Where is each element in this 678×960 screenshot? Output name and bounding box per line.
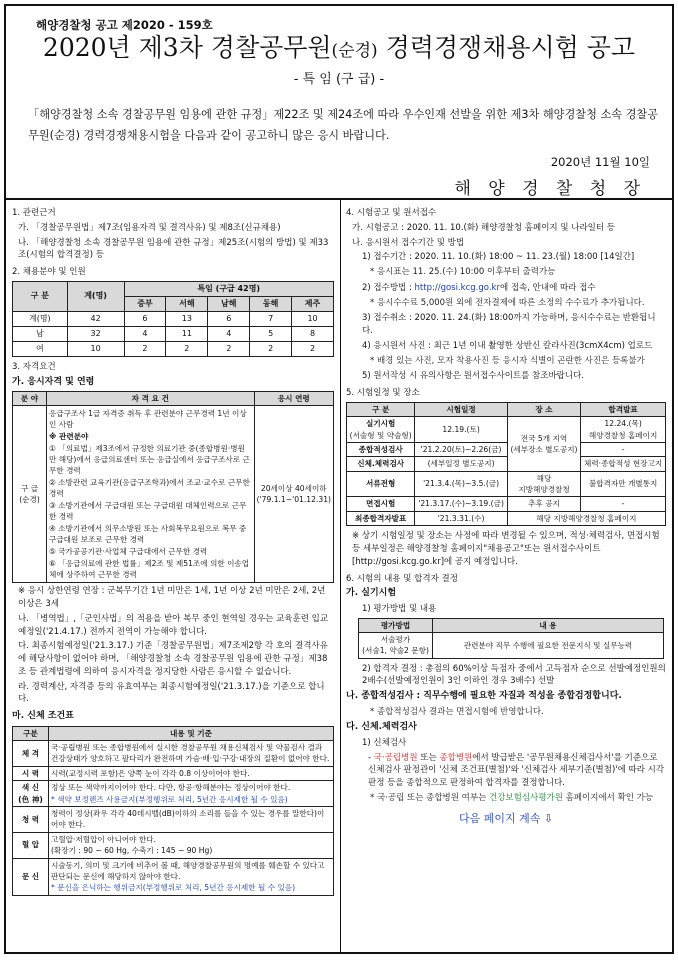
right-column [346,204,666,831]
cell-text: (서술1, 약술2 문항) [362,646,429,656]
row-label: 여 [13,341,68,356]
section-title: 1. 관련근거 [12,208,56,218]
table-row [13,311,334,326]
cell: 6 [208,311,250,326]
cell: 2 [166,341,208,356]
section-qualification [12,361,334,706]
basis-item: 가. 「경찰공무원법」제7조(임용자격 및 결격사유) 및 제8조(신규채용) [18,222,281,233]
announce-date: 2020년 11월 10일 [550,155,650,169]
subsection-title: 가. 응시자격 및 연령 [12,376,95,387]
section-title: 3. 자격요건 [12,361,56,372]
cell-text: (확장기 : 90 ~ 60 Hg, 수축기 : 145 ~ 90 Hg) [51,846,213,856]
application-subitem: 3) 접수취소 : 2020. 11. 24.(화) 18:00까지 가능하며, 응시수수료는 반환됩니다. [362,313,656,336]
req-item: ③ 소방기관에서 구급대원 또는 구급대원 대체인력으로 근무한 경력 [49,501,247,522]
cell: '21.2.20(토)~2.26(금) [415,442,507,456]
practical-table [358,618,664,659]
cell-text: (세부장소 별도공지) [510,444,578,454]
cell: 해당 지방해양경찰청 홈페이지 [507,511,665,525]
application-note: * 응시수수료 5,000원 외에 전자결제에 따른 소정의 수수료가 추가됩니다. [370,297,645,308]
highlight-text: 종합병원 [439,752,473,763]
col-header: 구분 [13,726,49,740]
section-title: 4. 시험공고 및 원서접수 [346,208,437,218]
title-rest: 경력경쟁채용시험 공고 [377,33,636,62]
exam-subitem: 1) 평가방법 및 내용 [362,603,437,614]
subsection-title: 마. 신체 조건표 [12,711,74,722]
age-range: 20세이상 40세이하 [260,484,327,493]
table-row [13,781,334,807]
table-row [347,442,666,456]
application-subitem: 4) 응시원서 사진 : 최근 1년 이내 촬영한 상반신 칼라사진(3cmX4cm) 업로드 [362,340,653,351]
section-exam-content [346,573,666,828]
row-label-text: (서술형 및 약술형) [349,430,412,440]
cell: - [581,497,666,511]
age-dates: ('79.1.1~'01.12.31) [256,495,331,505]
table-row [13,858,334,895]
subsection-title: 다. 신체.체력검사 [346,722,417,733]
cell: 32 [67,326,124,341]
row-label: 청 력 [13,806,49,832]
schedule-table [346,402,666,527]
application-subitem [362,282,666,295]
section-positions [12,266,334,357]
cell: 13 [166,311,208,326]
section-schedule [346,387,666,569]
application-item: 가. 시험공고 : 2020. 11. 10.(화) 해양경찰청 홈페이지 및 나라일터 등 [352,222,616,233]
application-note: * 응시표는 11. 25.(수) 10:00 이후부터 출력가능 [370,267,556,277]
table-row [13,326,334,341]
cell: 2 [292,341,334,356]
row-label: 최종합격자발표 [347,511,415,525]
agency-signature: 해 양 경 찰 청 장 [454,179,646,199]
title-main: 2020년 제3차 경찰공무원 [42,33,332,62]
cell-text: 시술동기, 의미 및 크기에 비추어 볼 때, 해양경찰공무원의 명예를 훼손할 수 있다고 판단되는 문신에 해당하지 않아야 한다. [51,860,325,881]
cell-note: * 색약 보정렌즈 사용금지(부정행위로 처리, 5년간 응시제한 될 수 있음) [51,794,288,804]
row-label: 계(명) [13,311,68,326]
cell [49,858,334,895]
column-divider [340,200,341,954]
application-note: * 배경 있는 사진, 모자 착용사진 등 응시자 식별이 곤란한 사진은 등록불가 [370,355,645,366]
text: 2) 접수방법 : [362,282,415,293]
basis-item: 나. 「해양경찰청 소속 경찰공무원 임용에 관한 규정」제25조(시험의 방법) 및 제33조(시험의 합격결정) 등 [18,237,329,261]
cell [359,632,433,658]
table-row [13,806,334,832]
cell: 국·공립병원 또는 종합병원에서 실시한 경찰공무원 채용신체검사 및 약물검사 결과 건강상태가 양호하고 팔다리가 완전하며 가슴·배·입·구강·내장의 질환이 없어야 한다. [49,741,334,767]
field-cell [13,406,47,583]
req-item: ⑥ 「응급의료에 관한 법률」제2조 및 제51조에 의한 이송업체에 상주하여 근무한 경력 [49,559,250,580]
row-label: 시 력 [13,766,49,780]
cell-text: 지방해양경찰청 [518,485,570,495]
cell: '21.3.4.(목)~3.5.(금) [415,471,507,497]
table-row [347,497,666,511]
col-header: 구 분 [13,281,68,311]
col-header: 자 격 요 건 [47,392,255,406]
text: 홈페이지에서 확인 가능 [562,792,654,803]
application-item: 나. 응시원서 접수기간 및 방법 [352,237,465,248]
cell: 11 [166,326,208,341]
field-label: 구 급 [20,484,39,493]
text: 에 접속, 안내에 따라 접수 [499,282,596,293]
col-header: 합격발표 [581,402,666,416]
req-item: ④ 소방기관에서 의무소방원 또는 사회복무요원으로 복무 중 구급대원 보조로 근무한 경력 [49,524,247,545]
table-row [347,417,666,443]
section-physical [12,710,334,896]
region-header: 서해 [166,296,208,311]
cell: 12.19.(토) [415,417,507,443]
cell: 2 [250,341,292,356]
row-label [13,781,49,807]
cell-text: 정상 또는 색약까지이어야 한다. 다만, 항공·항해분야는 정상이어야 한다. [51,783,291,793]
cell: 7 [250,311,292,326]
req-sub: ※ 관련분야 [49,432,89,442]
col-header: 장 소 [507,402,580,416]
exam-detail [368,752,666,790]
row-label: 면접시험 [347,497,415,511]
age-cell [254,406,333,583]
table-row [13,341,334,356]
text: - [368,752,374,763]
col-header: 평가방법 [359,618,433,632]
subsection-title: 가. 실기시험 [346,588,397,599]
cell: 청력이 정상(좌우 각각 40데시벨(dB)이하의 소리를 들을 수 있는 경우를 말한다)이어야 한다. [49,806,334,832]
col-header: 특임 (구급 42명) [124,281,333,296]
col-header: 내용 및 기준 [49,726,334,740]
highlight-text: 건강보험심사평가원 [489,792,563,803]
cell: 8 [292,326,334,341]
requirements-cell [47,406,255,583]
section-title: 5. 시험일정 및 장소 [346,388,420,398]
section-basis [12,207,334,262]
cell-text: 서술평가 [380,634,411,644]
req-item: ① 「의료법」제3조에서 규정한 의료기관 중(종합병원·병원만 해당)에서 응급의료센터 또는 응급실에서 응급구조사로 근무한 경력 [49,444,250,476]
cell: 4 [208,326,250,341]
cell: 10 [292,311,334,326]
cell: (세부일정 별도공지) [415,457,507,471]
cell: 체력·종합적성 현장고지 [581,457,666,471]
row-label-text: 실기시험 [366,419,396,429]
subtitle: - 특 임 (구 급) - [293,72,385,87]
qualification-note: 다. 최종시험예정일('21.3.17.) 기준「경찰공무원법」제7조제2항 각 호의 결격사유에 해당사항이 없어야 하며, 「해양경찰청 소속 경찰공무원 임용에 관한 규정」제38조 등 관계법령에 의하여 응시자격을 정지당한 사람은 응시할 수 없습니다. [18,641,328,677]
cell [581,417,666,443]
cell-note: * 문신을 은닉하는 행위금지(부정행위로 처리, 5년간 응시제한 될 수 있음) [51,883,296,893]
cell: 42 [67,311,124,326]
page-title [6,32,672,67]
left-column [12,204,334,900]
table-row [13,832,334,858]
text: * 국·공립 또는 종합병원 여부는 [370,792,489,803]
cell: '21.3.17.(수)~3.19.(금) [415,497,507,511]
table-row [347,511,666,525]
cell: 추후 공지 [507,497,580,511]
row-label: 신체.체력검사 [347,457,415,471]
header-divider [6,198,672,200]
notice-number: 해양경찰청 공고 제2020 - 159호 [36,18,213,32]
exam-subitem: 2) 합격자 결정 : 총점의 60%이상 득점자 중에서 고득점자 순으로 선발예정인원의 2배수(선발예정인원이 3인 이하인 경우 3배수) 선발 [362,663,666,687]
row-label: 체 격 [13,741,49,767]
cell: 2 [208,341,250,356]
table-row [347,471,666,497]
cell [507,417,580,472]
cell [49,781,334,807]
title-paren: (순경) [331,41,378,61]
table-row [359,632,664,658]
cell: 5 [250,326,292,341]
col-header: 시험일정 [415,402,507,416]
cell-text: 전국 5개 지역 [520,433,568,443]
highlight-text: 국·공립병원 [373,752,418,763]
cell: 불합격자만 개별통지 [581,471,666,497]
req-item: ⑤ 국가공공기관·사업체 구급대에서 근무한 경력 [49,547,208,557]
cell: 시력(교정시력 포함)은 양쪽 눈이 각각 0.8 이상이어야 한다. [49,766,334,780]
cell: 관련분야 직무 수행에 필요한 전문지식 및 실무능력 [433,632,664,658]
cell-text: 고혈압·저혈압이 아니어야 한다. [51,834,157,844]
cell: '21.3.31.(수) [415,511,507,525]
row-label: 종합적성검사 [347,442,415,456]
region-header: 남해 [208,296,250,311]
row-label-text: 색 신 [21,783,40,793]
exam-subitem: 1) 신체검사 [362,737,407,748]
region-header: 중부 [124,296,166,311]
text: 에서 발급받은 '공무원채용신체검사서'를 기준으로 신체검사 판정관이 '신체 조건표(별첨)'와 '신체검사 세부기준(별첨)'에 따라 시각판정 등을 종합적으로 판정하여 합격자를 결정합니다. [368,752,665,789]
next-page-indicator: 다음 페이지 계속 ⇩ [458,811,554,825]
cell: 6 [124,311,166,326]
region-header: 동해 [250,296,292,311]
cell-text: 12.24.(목) [604,419,642,429]
qualification-note: 나. 「병역법」,「군인사법」의 적용을 받아 복무 중인 현역일 경우는 교육훈련 입교 예정일('21.4.17.) 전까지 전역이 가능해야 합니다. [18,613,329,637]
col-header: 응시 연령 [254,392,333,406]
exam-note [370,792,666,805]
table-row [13,741,334,767]
col-header: 분 야 [13,392,47,406]
physical-table [12,726,334,896]
req-main: 응급구조사 1급 자격증 취득 후 관련분야 근무경력 1년 이상인 사람 [49,409,247,430]
application-subitem: 1) 접수기간 : 2020. 11. 10.(화) 18:00 ~ 11. 23.(월) 18:00 [14일간] [362,252,635,263]
section-application [346,207,666,383]
qualification-note: 라. 경력계산, 자격증 등의 유효여부는 최종시험예정일('21.3.17.)을 기준으로 합니다. [18,681,325,705]
cell: - [581,442,666,456]
cell [507,471,580,497]
cell-text: 해양경찰청 홈페이지 [588,430,658,440]
region-header: 제주 [292,296,334,311]
cell-text: 해당 [536,473,552,483]
table-row [13,766,334,780]
row-label: 문 신 [13,858,49,895]
intro-paragraph: 「해양경찰청 소속 경찰공무원 임용에 관한 규정」제22조 및 제24조에 따라 우수인재 선발을 위한 제3차 해양경찰청 소속 경찰공무원(순경) 경력경쟁채용시험을 다음과 같이 공고하니 많은 응시 바랍니다. [28,108,659,142]
cell: 4 [124,326,166,341]
section-title: 2. 채용분야 및 인원 [12,267,86,277]
exam-note: * 종합적성검사 결과는 면접시험에 반영합니다. [370,706,544,717]
col-header: 내 용 [433,618,664,632]
col-header: 계(명) [67,281,124,311]
cell [49,832,334,858]
col-header: 구 분 [347,402,415,416]
qualification-table [12,391,334,583]
gosi-link[interactable]: http://gosi.kcg.go.kr [414,282,500,293]
positions-table [12,281,334,357]
section-title: 6. 시험의 내용 및 합격자 결정 [346,573,458,584]
text: 또는 [417,752,440,763]
qualification-note: ※ 응시 상한연령 연장 : 군복무기간 1년 미만은 1세, 1년 이상 2년 미만은 2세, 2년 이상은 3세 [18,586,326,610]
row-label: 남 [13,326,68,341]
cell: 2 [124,341,166,356]
cell: 10 [67,341,124,356]
notice-page [4,4,674,954]
row-label-text: (色 神) [18,794,43,804]
field-sublabel: (순경) [19,495,40,505]
row-label [347,417,415,443]
row-label: 서류전형 [347,471,415,497]
schedule-note: ※ 상기 시험일정 및 장소는 사정에 따라 변경될 수 있으며, 적성·체력검사, 면접시험 등 세부일정은 해양경찰청 홈페이지"채용공고"또는 원서접수사이트 [http://gosi.kcg.go.kr]에 공지 예정입니다. [352,531,660,567]
subsection-title: 나. 종합적성검사 : 직무수행에 필요한 자질과 적성을 종합검정합니다. [346,691,622,702]
req-item: ② 소방관련 교육기관(응급구조학과)에서 조교·교수로 근무한 경력 [49,478,250,499]
table-row [347,457,666,471]
row-label: 혈 압 [13,832,49,858]
application-subitem: 5) 원서작성 시 유의사항은 원서접수사이트를 참조바랍니다. [362,371,585,382]
